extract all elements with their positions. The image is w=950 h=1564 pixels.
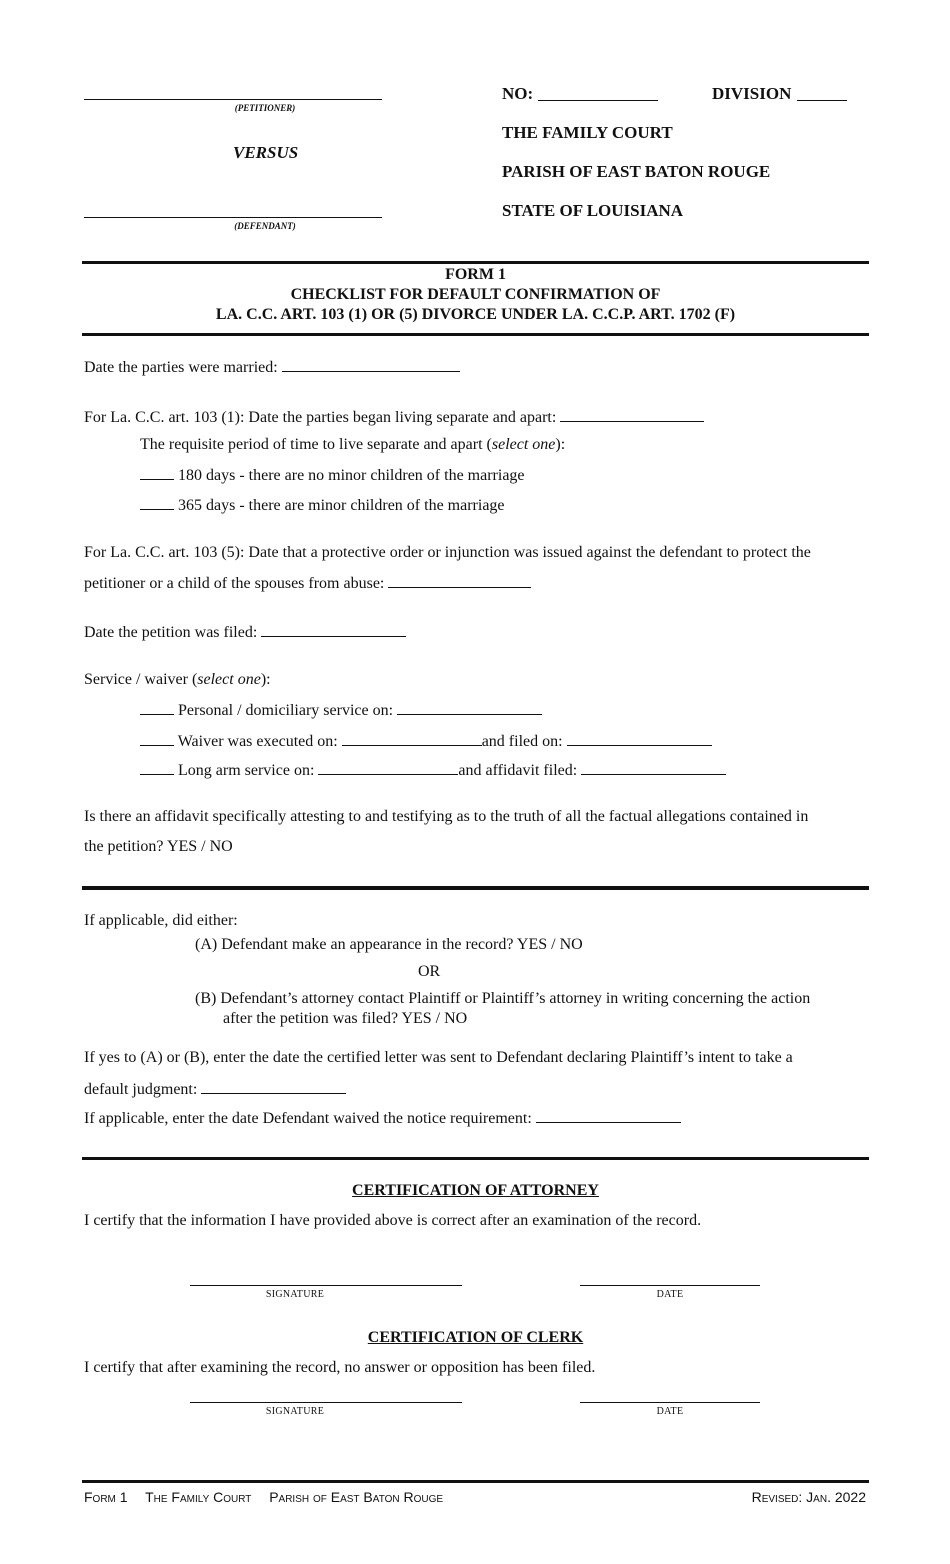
division-label: DIVISION bbox=[712, 84, 792, 103]
parish-name: PARISH OF EAST BATON ROUGE bbox=[502, 162, 771, 181]
form-number: FORM 1 bbox=[445, 266, 506, 283]
footer-revised: Revised: Jan. 2022 bbox=[751, 1489, 866, 1505]
longarm-service-blank[interactable] bbox=[318, 760, 458, 775]
or-text: OR bbox=[418, 963, 441, 980]
certification-attorney-heading: CERTIFICATION OF ATTORNEY bbox=[352, 1182, 599, 1199]
date-married-blank[interactable] bbox=[282, 357, 460, 372]
date-married-row bbox=[84, 357, 460, 377]
service-waiver-heading: Service / waiver (select one): bbox=[84, 671, 271, 688]
protective-order-blank[interactable] bbox=[388, 573, 531, 588]
clerk-date-label: DATE bbox=[656, 1406, 684, 1417]
notice-waived-date-blank[interactable] bbox=[536, 1108, 681, 1123]
attorney-date-line[interactable] bbox=[580, 1285, 760, 1286]
clerk-signature-label: SIGNATURE bbox=[265, 1406, 325, 1417]
defendant-label: (DEFENDANT) bbox=[234, 221, 296, 231]
form-title-line2: LA. C.C. ART. 103 (1) OR (5) DIVORCE UNDER LA. C.C.P. ART. 1702 (F) bbox=[215, 306, 736, 323]
petition-filed-label: Date the petition was filed: bbox=[84, 624, 258, 641]
affidavit-question-line2: the petition? YES / NO bbox=[84, 838, 233, 855]
option-b-line2: after the petition was filed? YES / NO bbox=[223, 1010, 468, 1027]
clerk-signature-line[interactable] bbox=[190, 1402, 462, 1403]
footer-court: The Family Court bbox=[145, 1489, 252, 1505]
separate-date-label: For La. C.C. art. 103 (1): Date the parties began living separate and apart: bbox=[84, 409, 557, 426]
certified-letter-date-blank[interactable] bbox=[201, 1079, 346, 1094]
checkbox-personal-blank[interactable] bbox=[140, 700, 174, 715]
protective-order-label: petitioner or a child of the spouses from abuse: bbox=[84, 575, 385, 592]
notice-waived-label: If applicable, enter the date Defendant waived the notice requirement: bbox=[84, 1110, 532, 1127]
petitioner-name-line[interactable] bbox=[84, 99, 382, 100]
section-divider-1 bbox=[82, 886, 869, 890]
section-divider-2 bbox=[82, 1157, 869, 1160]
attorney-date-label: DATE bbox=[656, 1289, 684, 1300]
clerk-date-line[interactable] bbox=[580, 1402, 760, 1403]
state-name: STATE OF LOUISIANA bbox=[502, 201, 684, 220]
defendant-name-line[interactable] bbox=[84, 217, 382, 218]
if-applicable-intro: If applicable, did either: bbox=[84, 912, 238, 929]
personal-service-row: Personal / domiciliary service on: bbox=[140, 700, 542, 720]
affidavit-question-line1: Is there an affidavit specifically attesting to and testifying as to the truth of all the factual allegations contained in bbox=[84, 808, 809, 825]
option-a-appearance: (A) Defendant make an appearance in the record? YES / NO bbox=[195, 936, 583, 953]
personal-service-date-blank[interactable] bbox=[397, 700, 542, 715]
checkbox-365-blank[interactable] bbox=[140, 495, 174, 510]
certification-clerk-heading: CERTIFICATION OF CLERK bbox=[367, 1329, 584, 1346]
title-bottom-rule bbox=[82, 333, 869, 336]
certified-letter-line1: If yes to (A) or (B), enter the date the certified letter was sent to Defendant declaring Plaintiff’s intent to take a bbox=[84, 1049, 793, 1066]
protective-order-row bbox=[84, 573, 531, 593]
certification-clerk-text: I certify that after examining the record, no answer or opposition has been filed. bbox=[84, 1359, 596, 1376]
separate-date-blank[interactable] bbox=[560, 407, 704, 422]
attorney-signature-label: SIGNATURE bbox=[265, 1289, 325, 1300]
long-arm-row: Long arm service on: and affidavit filed: bbox=[140, 760, 726, 780]
versus-text: VERSUS bbox=[233, 143, 299, 162]
petition-filed-blank[interactable] bbox=[261, 622, 406, 637]
petitioner-label: (PETITIONER) bbox=[234, 103, 296, 113]
requisite-period-text: The requisite period of time to live separate and apart (select one): bbox=[140, 436, 566, 453]
checkbox-longarm-blank[interactable] bbox=[140, 760, 174, 775]
checkbox-waiver-blank[interactable] bbox=[140, 731, 174, 746]
footer-form: Form 1 bbox=[84, 1489, 128, 1505]
default-judgment-label: default judgment: bbox=[84, 1081, 198, 1098]
title-top-rule bbox=[82, 261, 869, 264]
option-365-days: 365 days - there are minor children of the marriage bbox=[140, 495, 505, 515]
petition-filed-row bbox=[84, 622, 406, 642]
certification-attorney-text: I certify that the information I have provided above is correct after an examination of the record. bbox=[84, 1212, 702, 1229]
waiver-row: Waiver was executed on: and filed on: bbox=[140, 731, 712, 751]
default-judgment-row bbox=[84, 1079, 346, 1099]
notice-waived-row bbox=[84, 1108, 681, 1128]
footer-rule bbox=[82, 1480, 869, 1483]
longarm-affidavit-blank[interactable] bbox=[581, 760, 726, 775]
case-number-label: NO: bbox=[502, 84, 534, 103]
option-b-line1: (B) Defendant’s attorney contact Plaintiff or Plaintiff’s attorney in writing concerning the action bbox=[195, 990, 811, 1007]
protective-order-line1: For La. C.C. art. 103 (5): Date that a protective order or injunction was issued against the defendant to protect the bbox=[84, 544, 811, 561]
form-title-line1: CHECKLIST FOR DEFAULT CONFIRMATION OF bbox=[290, 286, 661, 303]
footer-parish: Parish of East Baton Rouge bbox=[269, 1489, 444, 1505]
court-name: THE FAMILY COURT bbox=[502, 123, 673, 142]
division-line[interactable] bbox=[797, 100, 847, 101]
waiver-filed-blank[interactable] bbox=[567, 731, 712, 746]
checkbox-180-blank[interactable] bbox=[140, 465, 174, 480]
separate-date-row bbox=[84, 407, 704, 427]
attorney-signature-line[interactable] bbox=[190, 1285, 462, 1286]
option-180-days: 180 days - there are no minor children of the marriage bbox=[140, 465, 525, 485]
case-number-line[interactable] bbox=[538, 100, 658, 101]
waiver-executed-blank[interactable] bbox=[342, 731, 482, 746]
date-married-label: Date the parties were married: bbox=[84, 359, 278, 376]
footer-left bbox=[84, 1489, 443, 1505]
